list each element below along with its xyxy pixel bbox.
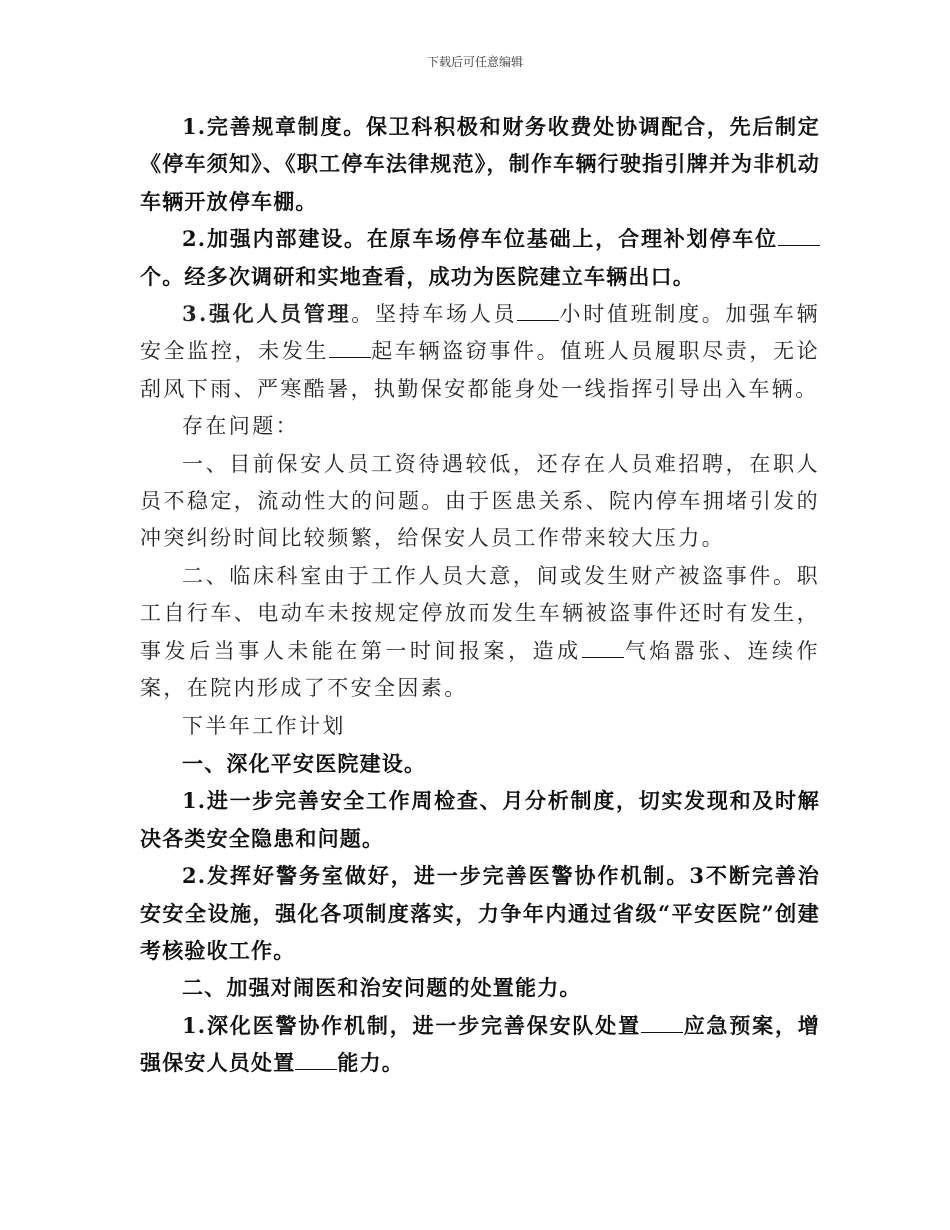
blank-field: [582, 639, 624, 658]
blank-field: [295, 1051, 337, 1070]
paragraph-plan-heading-one: 一、深化平安医院建设。: [182, 750, 427, 776]
paragraph-internal-construction: 2.加强内部建设。在原车场停车位基础上，合理补划停车位个。经多次调研和实地查看，成功为医院建立车辆出口。: [140, 220, 820, 295]
document-body: [140, 108, 820, 1082]
paragraph-plan-heading-two: 二、加强对闹医和治安问题的处置能力。: [182, 975, 582, 1001]
page-header: 下载后可任意编辑: [426, 55, 523, 69]
paragraph-problem-two: 二、临床科室由于工作人员大意，间或发生财产被盗事件。职工自行车、电动车未按规定停放而发生车辆被盗事件还时有发生，事发后当事人未能在第一时间报案，造成 气焰嚣张、连续作案，在院内形成了不安全因素。: [140, 563, 820, 701]
section-heading-problems: 存在问题：: [182, 414, 299, 439]
blank-field: [778, 227, 820, 246]
paragraph-plan-item-2: 2.发挥好警务室做好，进一步完善医警协作机制。3不断完善治安安全设施，强化各项制度落实，力争年内通过省级“平安医院”创建考核验收工作。: [140, 863, 820, 963]
paragraph-plan-item-3: 1.深化医警协作机制，进一步完善保安队处置 应急预案，增强保安人员处置 能力。: [140, 1012, 821, 1076]
blank-field: [517, 302, 559, 321]
paragraph-problem-one: 一、目前保安人员工资待遇较低，还存在人员难招聘，在职人员不稳定，流动性大的问题。由于医患关系、院内停车拥堵引发的冲突纠纷时间比较频繁，给保安人员工作带来较大压力。: [140, 451, 820, 551]
paragraph-rules: 1.完善规章制度。保卫科积极和财务收费处协调配合，先后制定《停车须知》、《职工停车法律规范》，制作车辆行驶指引牌并为非机动车辆开放停车棚。: [140, 114, 820, 214]
paragraph-personnel-management: 3.强化人员管理。坚持车场人员 小时值班制度。加强车辆安全监控，未发生 起车辆盗窃事件。值班人员履职尽责，无论刮风下雨、严寒酷暑，执勤保安都能身处一线指挥引导出入车辆。: [140, 301, 821, 401]
paragraph-plan-item-1: 1.进一步完善安全工作周检查、月分析制度，切实发现和及时解决各类安全隐患和问题。: [140, 788, 820, 851]
section-heading-plan: 下半年工作计划: [182, 713, 346, 738]
blank-field: [329, 339, 371, 358]
blank-field: [641, 1014, 683, 1033]
